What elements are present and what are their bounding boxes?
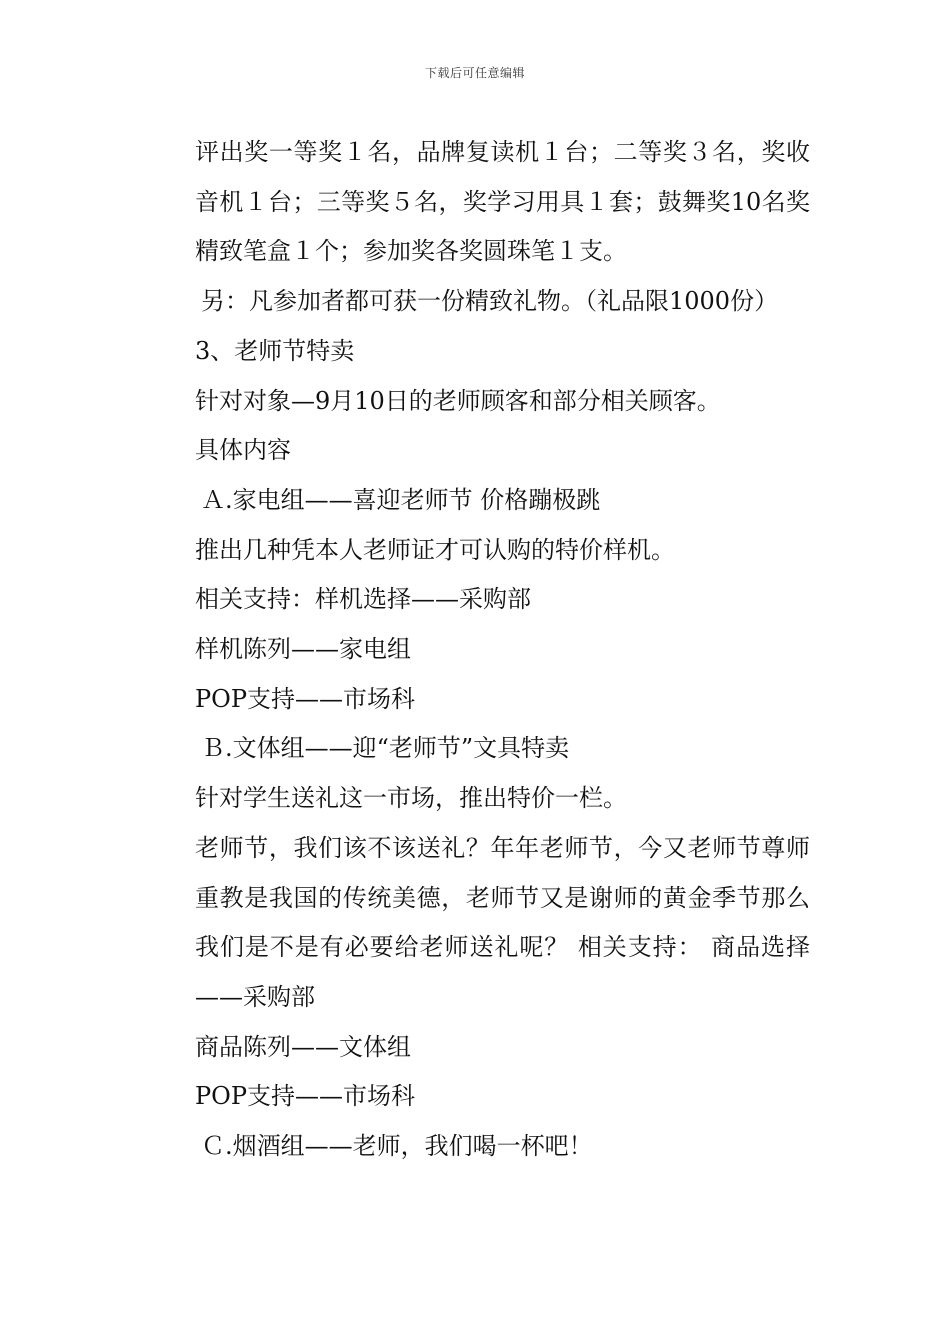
- item-b-stationery: Ｂ.文体组——迎“老师节”文具特卖: [201, 734, 570, 763]
- paragraph-target-audience: 针对对象—9月10日的老师顾客和部分相关顾客。: [195, 386, 721, 415]
- paragraph-special-models: 推出几种凭本人老师证才可认购的特价样机。: [195, 535, 675, 564]
- paragraph-sample-display: 样机陈列——家电组: [195, 635, 411, 664]
- paragraph-goods-display: 商品陈列——文体组: [195, 1032, 411, 1061]
- paragraph-details-heading: 具体内容: [195, 436, 291, 465]
- paragraph-support-sample-selection: 相关支持：样机选择——采购部: [195, 585, 531, 614]
- document-body: [145, 128, 810, 1172]
- paragraph-prizes: 评出奖一等奖１名，品牌复读机１台；二等奖３名，奖收音机１台；三等奖５名，奖学习用具１套；鼓舞奖10名奖精致笔盒１个；参加奖各奖圆珠笔１支。: [195, 138, 810, 266]
- paragraph-pop-support-2: POP支持——市场科: [195, 1082, 415, 1111]
- paragraph-gift-question: 老师节，我们该不该送礼？年年老师节，今又老师节尊师重教是我国的传统美德，老师节又是谢师的黄金季节那么我们是不是有必要给老师送礼呢？ 相关支持： 商品选择——采购部: [195, 833, 810, 1011]
- item-a-appliances: Ａ.家电组——喜迎老师节 价格蹦极跳: [201, 485, 601, 514]
- paragraph-student-gift-market: 针对学生送礼这一市场，推出特价一栏。: [195, 784, 627, 813]
- paragraph-pop-support-1: POP支持——市场科: [195, 684, 415, 713]
- paragraph-gift-note: 另：凡参加者都可获一份精致礼物。（礼品限1000份）: [201, 287, 779, 316]
- item-c-tobacco-liquor: Ｃ.烟酒组——老师，我们喝一杯吧！: [201, 1132, 593, 1161]
- page-header: 下载后可任意编辑: [424, 66, 525, 80]
- section-heading-teachers-day-sale: 3、老师节特卖: [195, 336, 355, 365]
